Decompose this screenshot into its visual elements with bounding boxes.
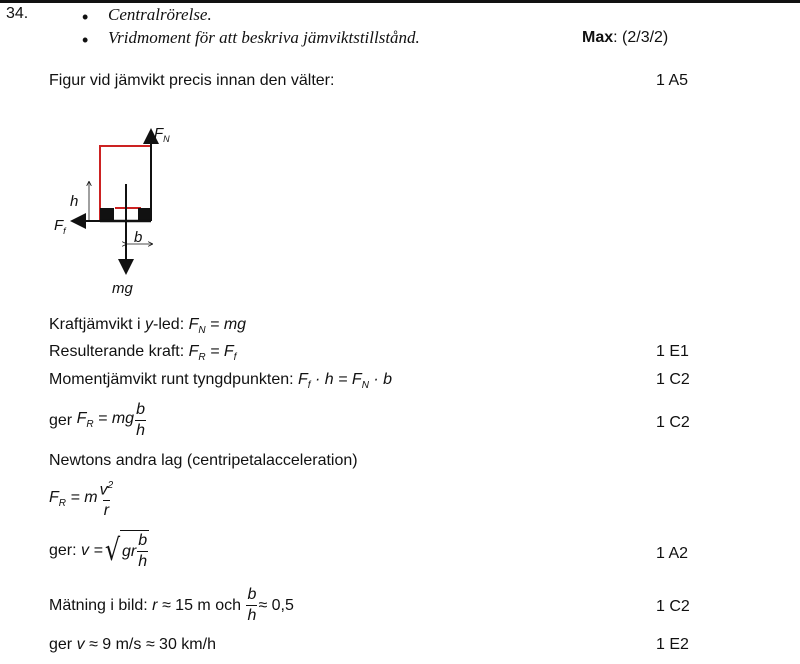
label-b: b <box>134 229 143 246</box>
label-h: h <box>70 193 79 210</box>
right-foot <box>138 208 152 221</box>
line-kraftjamvikt: Kraftjämvikt i y-led: $F_N$ = mg <box>49 316 247 337</box>
left-foot <box>100 208 114 221</box>
line-newton: Newtons andra lag (centripetalacceleration) <box>49 452 358 469</box>
figure-caption: Figur vid jämvikt precis innan den välter: <box>49 72 335 89</box>
line-ger-v: ger: v = √ gr $\frac{b}{h}$ <box>49 532 148 570</box>
score-c2-a: 1 C2 <box>656 371 690 388</box>
force-diagram <box>40 118 200 303</box>
label-mg: mg <box>112 280 133 297</box>
line-matning: Mätning i bild: r ≈ 15 m och $\frac{b}{h}$ ≈ 0,5 <box>49 586 294 624</box>
score-caption: 1 A5 <box>656 72 689 89</box>
bullet-dot: • <box>82 30 89 50</box>
line-ger-result: ger v ≈ 9 m/s ≈ 30 km/h <box>49 636 216 653</box>
sqrt-expression: √ gr $\frac{b}{h}$ <box>104 532 148 570</box>
fraction-b-h: $\frac{b}{h}$ <box>136 401 145 439</box>
score-e2: 1 E2 <box>656 636 689 653</box>
equation-moment: $F_f \cdot h = F_N \cdot b$ <box>298 371 393 392</box>
score-c2-b: 1 C2 <box>656 414 690 431</box>
label-fn: $F_N$ <box>154 125 170 144</box>
top-rule <box>0 0 800 3</box>
line-ger-fr: ger $F_R$ = mg $\frac{b}{h}$ <box>49 401 145 439</box>
line-centripetal: $F_R = m$ $\frac{v^2}{r}$ <box>49 476 115 521</box>
score-c2-c: 1 C2 <box>656 598 690 615</box>
max-label: Max <box>582 29 614 46</box>
question-number: 34. <box>6 5 29 22</box>
topic-bullet-2: Vridmoment för att beskriva jämviktstillstånd. <box>108 28 420 47</box>
line-momentjamvikt: Momentjämvikt runt tyngdpunkten: $F_f \cdot h = F_N \cdot b$ <box>49 371 393 392</box>
score-a2: 1 A2 <box>656 545 689 562</box>
topic-bullet-1: Centralrörelse. <box>108 5 212 24</box>
line-resulterande: Resulterande kraft: $F_R = F_f$ <box>49 343 237 364</box>
max-value: : (2/3/2) <box>613 29 669 46</box>
label-ff: $F_f$ <box>54 217 66 236</box>
max-score <box>582 29 668 47</box>
bullet-dot: • <box>82 7 89 27</box>
equation-fn-mg: $F_N$ = mg <box>188 316 247 337</box>
fraction-v2-r: $\frac{v^2}{r}$ <box>99 480 114 520</box>
equation-fr-mgbh: $F_R$ = mg <box>76 410 135 431</box>
equation-fr-ff: $F_R = F_f$ <box>188 343 237 364</box>
score-e1: 1 E1 <box>656 343 689 360</box>
